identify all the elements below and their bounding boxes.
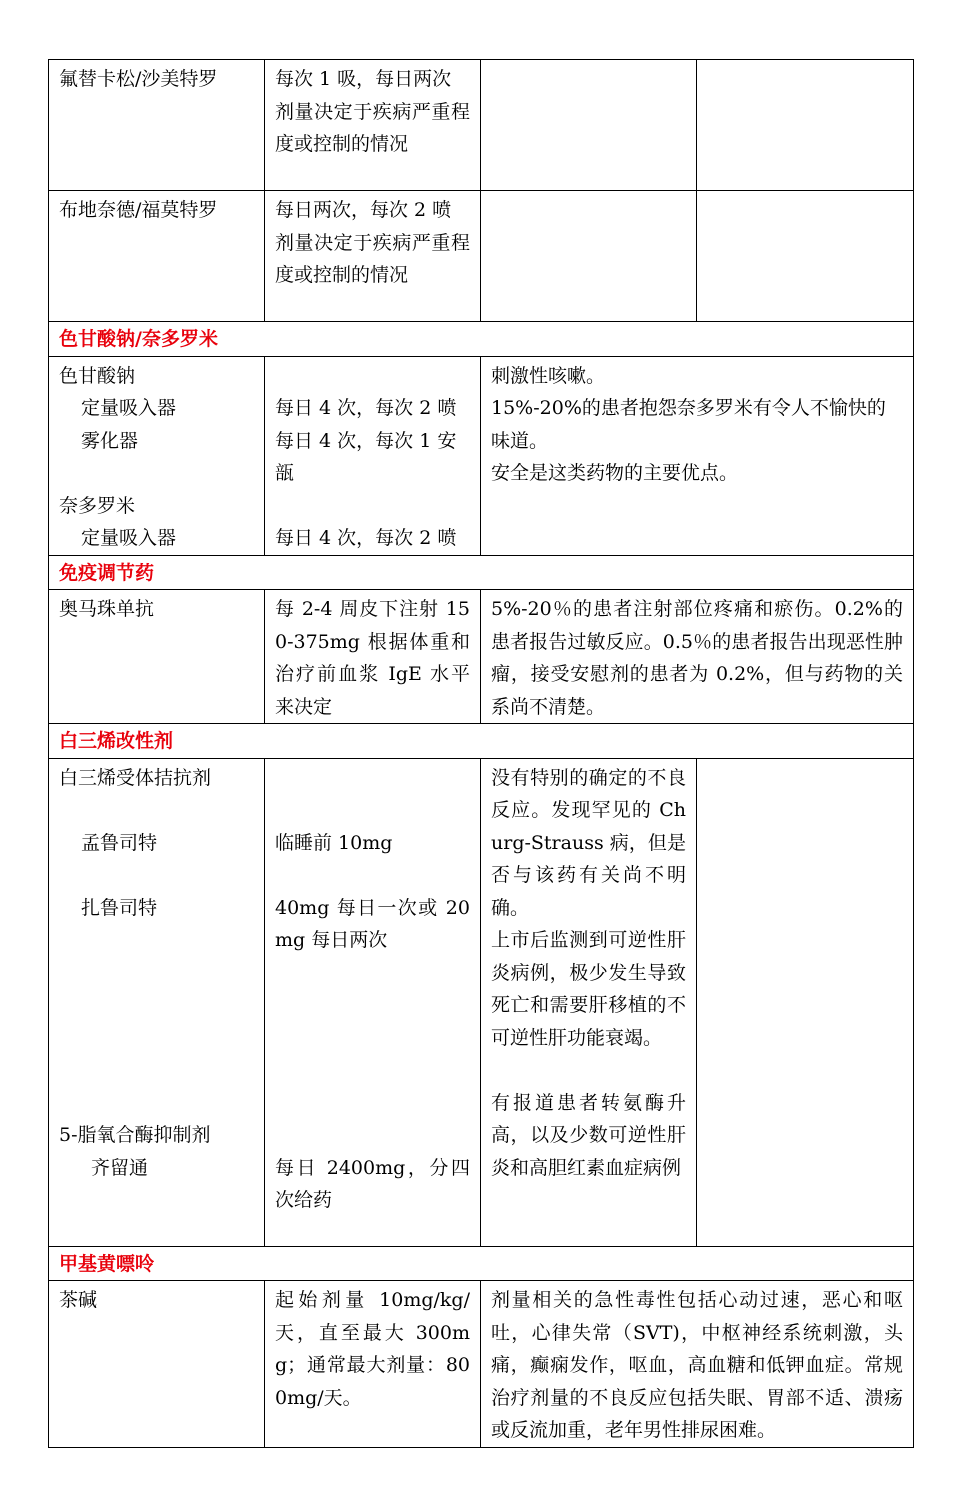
dose-cell: 起始剂量 10mg/kg/天，直至最大 300mg；通常最大剂量：800mg/天。 — [265, 1281, 481, 1448]
drug-name-cell: 布地奈德/福莫特罗 — [49, 191, 265, 322]
dose-cell: 每日两次，每次 2 喷 剂量决定于疾病严重程度或控制的情况 — [265, 191, 481, 322]
section-header-row — [49, 724, 914, 759]
drug-name-cell: 白三烯受体拮抗剂 孟鲁司特 扎鲁司特 5-脂氧合酶抑制剂 齐留通 — [49, 758, 265, 1246]
drug-name-cell: 氟替卡松/沙美特罗 — [49, 60, 265, 191]
empty-cell — [481, 60, 697, 191]
adverse-effects-cell: 5%-20％的患者注射部位疼痛和瘀伤。0.2%的患者报告过敏反应。0.5％的患者报告出现恶性肿瘤，接受安慰剂的患者为 0.2%，但与药物的关系尚不清楚。 — [481, 590, 914, 724]
table-row — [49, 60, 914, 191]
drug-table — [48, 59, 914, 1448]
dose-cell: 临睡前 10mg 40mg 每日一次或 20mg 每日两次 每日 2400mg，分四次给药 — [265, 758, 481, 1246]
empty-cell — [697, 60, 914, 191]
drug-name-cell: 色甘酸钠 定量吸入器 雾化器 奈多罗米 定量吸入器 — [49, 356, 265, 555]
section-header-row — [49, 1246, 914, 1281]
adverse-effects-cell: 没有特别的确定的不良反应。发现罕见的 Churg-Strauss 病，但是否与该药有关尚不明确。 上市后监测到可逆性肝炎病例，极少发生导致死亡和需要肝移植的不可逆性肝功能衰竭。 有报道患者转氨酶升高，以及少数可逆性肝炎和高胆红素血症病例 — [481, 758, 697, 1246]
table-row — [49, 1281, 914, 1448]
adverse-effects-cell: 刺激性咳嗽。 15%-20%的患者抱怨奈多罗米有令人不愉快的味道。 安全是这类药物的主要优点。 — [481, 356, 914, 555]
section-header-row — [49, 322, 914, 357]
section-title: 甲基黄嘌呤 — [49, 1246, 914, 1281]
section-header-row — [49, 555, 914, 590]
section-title: 免疫调节药 — [49, 555, 914, 590]
table-row — [49, 590, 914, 724]
table-row — [49, 191, 914, 322]
table-row — [49, 758, 914, 1246]
empty-cell — [697, 191, 914, 322]
dose-cell: 每次 1 吸，每日两次 剂量决定于疾病严重程度或控制的情况 — [265, 60, 481, 191]
drug-name-cell: 茶碱 — [49, 1281, 265, 1448]
section-title: 色甘酸钠/奈多罗米 — [49, 322, 914, 357]
dose-cell: 每日 4 次，每次 2 喷 每日 4 次，每次 1 安瓿 每日 4 次，每次 2 喷 — [265, 356, 481, 555]
section-title: 白三烯改性剂 — [49, 724, 914, 759]
adverse-effects-cell: 剂量相关的急性毒性包括心动过速，恶心和呕吐，心律失常（SVT)，中枢神经系统刺激，头痛，癫痫发作，呕血，高血糖和低钾血症。常规治疗剂量的不良反应包括失眠、胃部不适、溃疡或反流加重，老年男性排尿困难。 — [481, 1281, 914, 1448]
drug-name-cell: 奥马珠单抗 — [49, 590, 265, 724]
empty-cell — [481, 191, 697, 322]
table-row — [49, 356, 914, 555]
dose-cell: 每 2-4 周皮下注射 150-375mg 根据体重和治疗前血浆 IgE 水平来决定 — [265, 590, 481, 724]
empty-cell — [697, 758, 914, 1246]
